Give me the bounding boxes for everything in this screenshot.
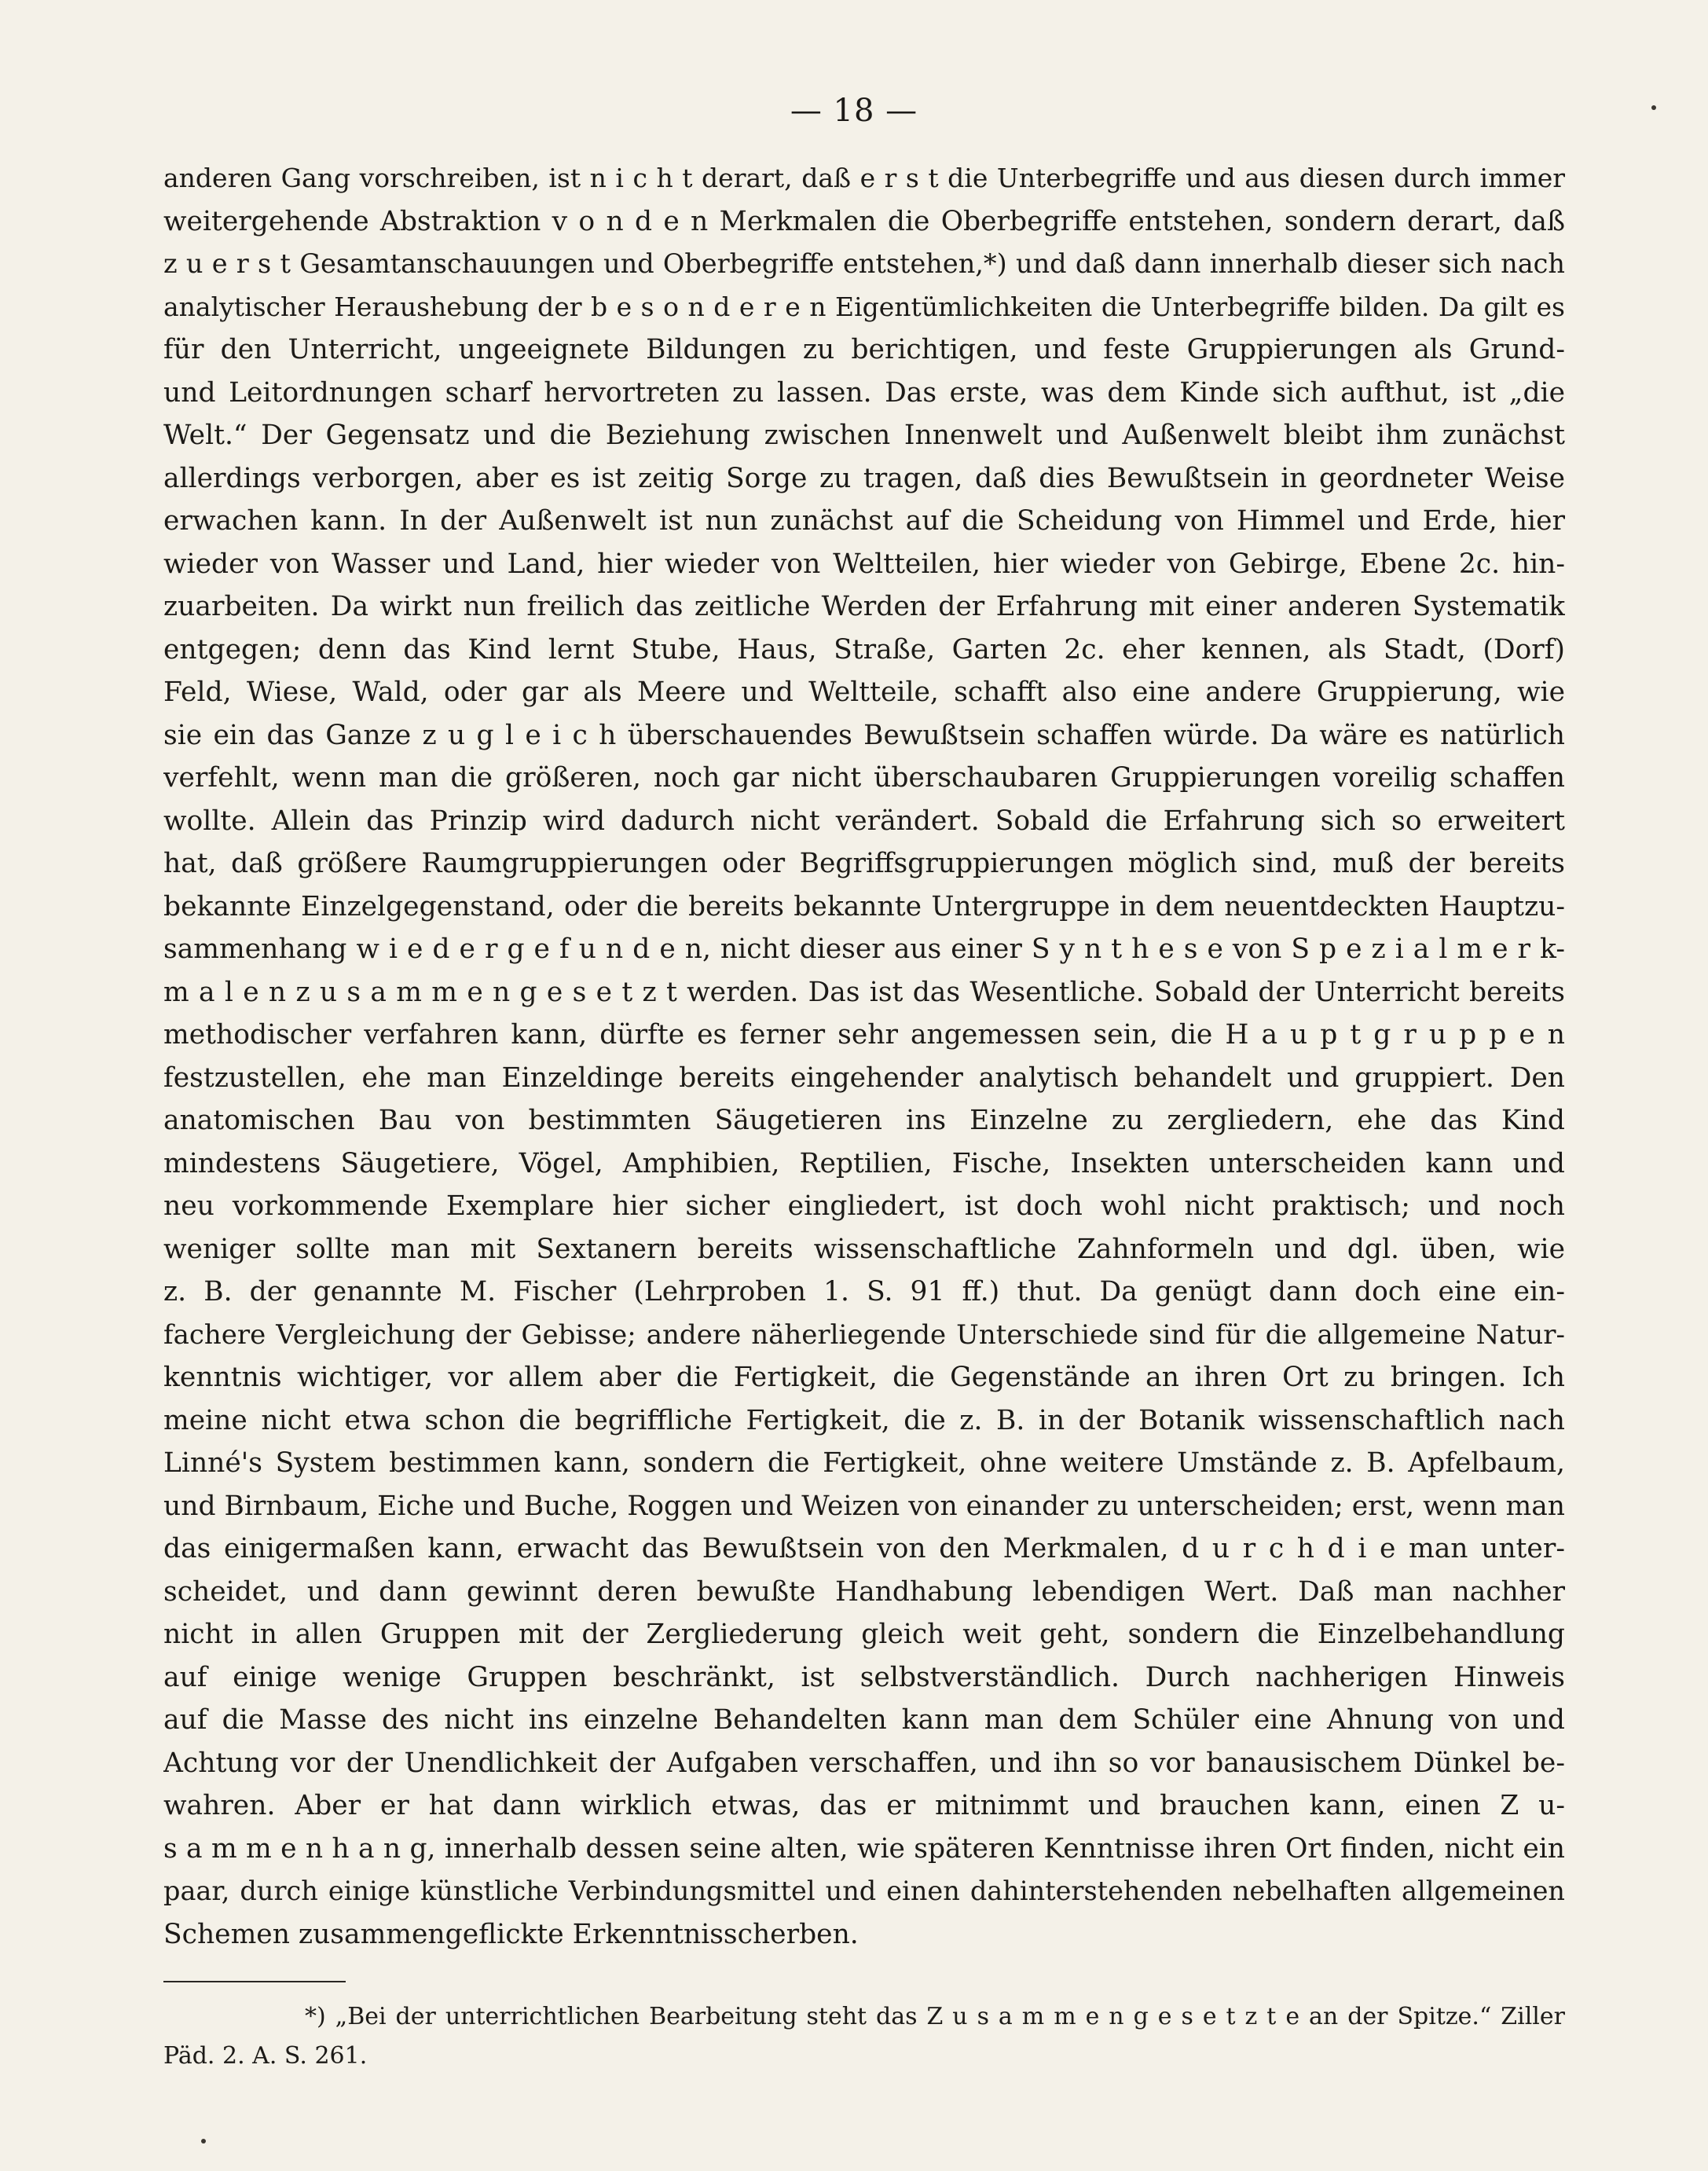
text-line: festzustellen, ehe man Einzeldinge bereits eingehender analytisch behandelt und gruppiert. Den [163,1062,1565,1094]
text-line: sammenhang w i e d e r g e f u n d e n, nicht dieser aus einer S y n t h e s e von S p e z i a l m e r k- [163,933,1565,965]
text-line: paar, durch einige künstliche Verbindungsmittel und einen dahinterstehenden nebelhaften allgemeinen [163,1876,1565,1906]
text-line: Linné's System bestimmen kann, sondern die Fertigkeit, ohne weitere Umstände z. B. Apfelbaum, [163,1447,1565,1479]
text-line: und Birnbaum, Eiche und Buche, Roggen und Weizen von einander zu unterscheiden; erst, wenn man [163,1490,1565,1522]
text-line: analytischer Heraushebung der b e s o n d e r e n Eigentümlichkeiten die Unterbegriffe bilden. Da gilt es [163,291,1565,322]
page-number: — 18 — [790,93,918,129]
text-line: anderen Gang vorschreiben, ist n i c h t derart, daß e r s t die Unterbegriffe und aus diesen durch immer [163,163,1565,193]
text-line: wahren. Aber er hat dann wirklich etwas, das er mitnimmt und brauchen kann, einen Z u- [163,1790,1565,1821]
text-line: s a m m e n h a n g, innerhalb dessen seine alten, wie späteren Kenntnisse ihren Ort finden, nicht ein [163,1832,1565,1865]
text-line: neu vorkommende Exemplare hier sicher eingliedert, ist doch wohl nicht praktisch; und noch [163,1190,1565,1222]
text-line: fachere Vergleichung der Gebisse; andere näherliegende Unterschiede sind für die allgemeine Natur- [163,1318,1565,1351]
footnote-line: Päd. 2. A. S. 261. [163,2042,368,2070]
text-line: verfehlt, wenn man die größeren, noch gar nicht überschaubaren Gruppierungen voreilig schaffen [163,762,1565,794]
text-line: wieder von Wasser und Land, hier wieder von Weltteilen, hier wieder von Gebirge, Ebene 2c. hin- [163,548,1565,580]
footnote [163,1997,1565,2076]
body-text [163,157,1565,1956]
text-line: m a l e n z u s a m m e n g e s e t z t werden. Das ist das Wesentliche. Sobald der Unterricht bereits [163,976,1565,1008]
text-line: erwachen kann. In der Außenwelt ist nun zunächst auf die Scheidung von Himmel und Erde, hier [163,505,1565,537]
text-line: und Leitordnungen scharf hervortreten zu lassen. Das erste, was dem Kinde sich aufthut, ist „die [163,376,1565,409]
text-line: scheidet, und dann gewinnt deren bewußte Handhabung lebendigen Wert. Daß man nachher [163,1575,1565,1608]
text-line: mindestens Säugetiere, Vögel, Amphibien, Reptilien, Fische, Insekten unterscheiden kann und [163,1147,1565,1179]
paper-speck [201,2139,206,2143]
text-line: Welt.“ Der Gegensatz und die Beziehung zwischen Innenwelt und Außenwelt bleibt ihm zunächst [163,420,1565,451]
text-line: entgegen; denn das Kind lernt Stube, Haus, Straße, Garten 2c. eher kennen, als Stadt, (Dorf) [163,633,1565,666]
text-line: nicht in allen Gruppen mit der Zergliederung gleich weit geht, sondern die Einzelbehandlung [163,1619,1565,1650]
text-line: sie ein das Ganze z u g l e i c h überschauendes Bewußtsein schaffen würde. Da wäre es natürlich [163,719,1565,751]
text-line: für den Unterricht, ungeeignete Bildungen zu berichtigen, und feste Gruppierungen als Grund- [163,334,1565,365]
text-line: hat, daß größere Raumgruppierungen oder Begriffsgruppierungen möglich sind, muß der bereits [163,848,1565,879]
text-line: anatomischen Bau von bestimmten Säugetieren ins Einzelne zu zergliedern, ehe das Kind [163,1105,1565,1136]
text-line: weitergehende Abstraktion v o n d e n Merkmalen die Oberbegriffe entstehen, sondern derart, daß [163,205,1565,237]
text-line: kenntnis wichtiger, vor allem aber die Fertigkeit, die Gegenstände an ihren Ort zu bringen. Ich [163,1362,1565,1393]
text-line: z u e r s t Gesamtanschauungen und Oberbegriffe entstehen,*) und daß dann innerhalb dieser sich nach [163,248,1565,279]
text-line: wollte. Allein das Prinzip wird dadurch nicht verändert. Sobald die Erfahrung sich so erweitert [163,805,1565,837]
text-line: meine nicht etwa schon die begriffliche Fertigkeit, die z. B. in der Botanik wissenschaftlich nach [163,1404,1565,1436]
text-line: auf einige wenige Gruppen beschränkt, ist selbstverständlich. Durch nachherigen Hinweis [163,1661,1565,1693]
text-line: zuarbeiten. Da wirkt nun freilich das zeitliche Werden der Erfahrung mit einer anderen Systematik [163,591,1565,622]
text-line: Achtung vor der Unendlichkeit der Aufgaben verschaffen, und ihn so vor banausischem Dünkel be- [163,1747,1565,1779]
text-line: z. B. der genannte M. Fischer (Lehrproben 1. S. 91 ff.) thut. Da genügt dann doch eine ein- [163,1276,1565,1307]
text-line: Feld, Wiese, Wald, oder gar als Meere und Weltteile, schafft also eine andere Gruppierung, wie [163,677,1565,708]
text-line: Schemen zusammengeflickte Erkenntnisscherben. [163,1918,859,1950]
text-line: methodischer verfahren kann, dürfte es ferner sehr angemessen sein, die H a u p t g r u p p e n [163,1019,1565,1051]
text-line: auf die Masse des nicht ins einzelne Behandelten kann man dem Schüler eine Ahnung von und [163,1704,1565,1736]
text-line: das einigermaßen kann, erwacht das Bewußtsein von den Merkmalen, d u r c h d i e man unter- [163,1533,1565,1564]
text-line: weniger sollte man mit Sextanern bereits wissenschaftliche Zahnformeln und dgl. üben, wie [163,1233,1565,1265]
footnote-line: *) „Bei der unterrichtlichen Bearbeitung steht das Z u s a m m e n g e s e t z t e an der Spitze.“ Ziller [305,2003,1565,2030]
text-line: bekannte Einzelgegenstand, oder die bereits bekannte Untergruppe in dem neuentdeckten Hauptzu- [163,890,1565,922]
text-line: allerdings verborgen, aber es ist zeitig Sorge zu tragen, daß dies Bewußtsein in geordneter Weise [163,462,1565,494]
paper-speck [1651,105,1656,110]
footnote-rule [163,1981,346,1982]
